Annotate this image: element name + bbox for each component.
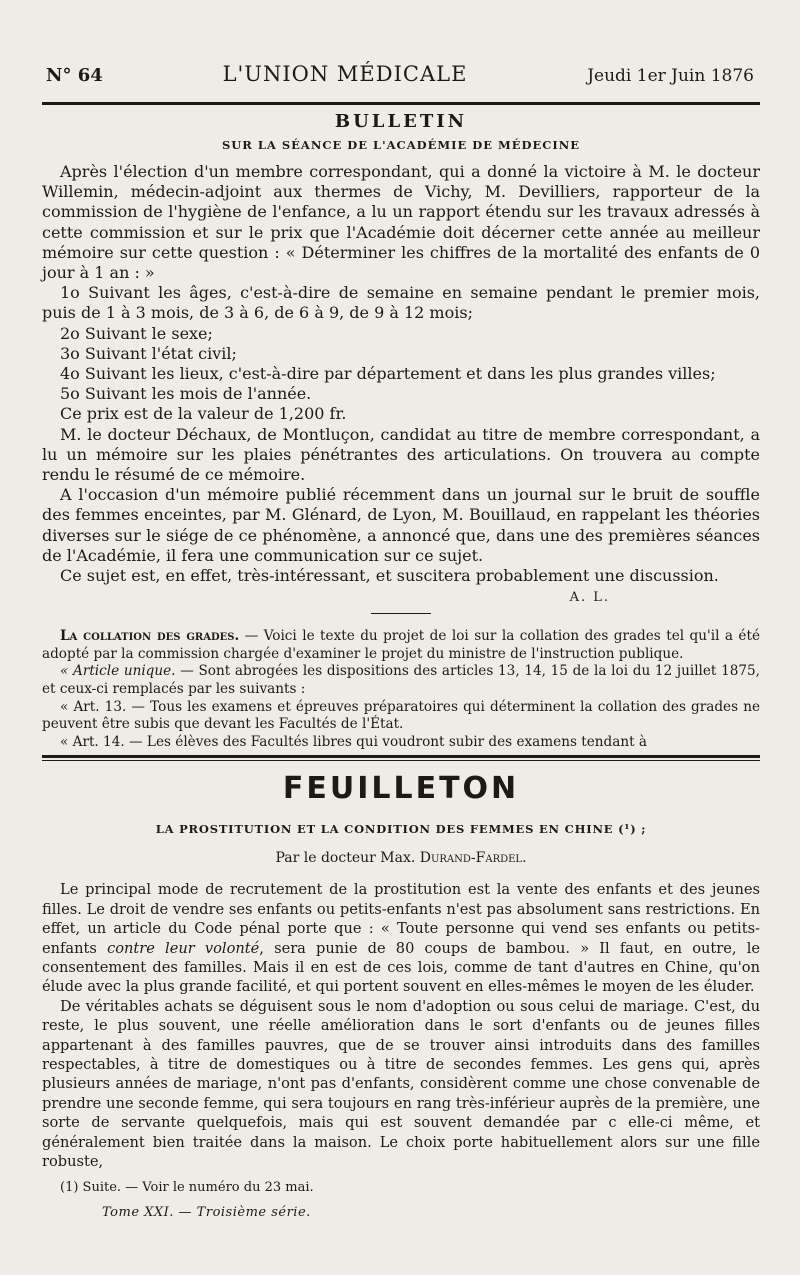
collation-paragraph: « Art. 14. — Les élèves des Facultés libres qui voudront subir des examens tendant à xyxy=(60,733,647,750)
section-divider xyxy=(371,613,431,614)
feuilleton-rule xyxy=(42,755,760,761)
bulletin-list-item: 4o Suivant les lieux, c'est-à-dire par département et dans les plus grandes villes; xyxy=(60,364,716,384)
collation-paragraph xyxy=(42,663,760,698)
feuilleton-title: FEUILLETON xyxy=(282,771,520,807)
feuilleton-emphasis: contre leur volonté xyxy=(107,939,260,957)
bulletin-list-item: 1o Suivant les âges, c'est-à-dire de semaine en semaine pendant le premier mois, puis de 1 à 3 mois, de 3 à 6, de 6 à 9, de 9 à 12 mois; xyxy=(42,283,760,323)
author-name: Durand-Fardel. xyxy=(419,850,527,867)
bulletin-list-item: 5o Suivant les mois de l'année. xyxy=(60,384,312,404)
page-header xyxy=(42,62,760,90)
page-footer: Tome XXI. — Troisième série. xyxy=(102,1204,311,1220)
bulletin-subtitle: SUR LA SÉANCE DE L'ACADÉMIE DE MÉDECINE xyxy=(221,138,581,152)
bulletin-paragraph: Après l'élection d'un membre correspondant, qui a donné la victoire à M. le docteur Willemin, médecin-adjoint aux thermes de Vichy, M. Devilliers, rapporteur de la commission de l'hygiène de l'enfance, a lu un rapport étendu sur les travaux adressés à cette commission et sur le prix que l'Académie doit décerner cette année au meilleur mémoire sur cette question : « Déterminer les chiffres de la mortalité des enfants de 0 jour à 1 an : » xyxy=(42,162,760,283)
feuilleton-subtitle: LA PROSTITUTION ET LA CONDITION DES FEMMES EN CHINE (¹) ; xyxy=(155,822,647,837)
journal-title: L'UNION MÉDICALE xyxy=(222,62,468,86)
issue-number: N° 64 xyxy=(46,65,103,86)
feuilleton-paragraph xyxy=(42,880,760,996)
bulletin-list-item: 2o Suivant le sexe; xyxy=(60,323,213,343)
bulletin-paragraph: M. le docteur Déchaux, de Montluçon, candidat au titre de membre correspondant, a lu un mémoire sur les plaies pénétrantes des articulations. On trouvera au compte rendu le résumé de ce mémoire. xyxy=(42,424,760,485)
bulletin-list-item: 3o Suivant l'état civil; xyxy=(60,343,237,363)
header-rule xyxy=(42,102,760,105)
feuilleton-text: Le principal mode de recrutement de la prostitution est la vente des enfants et des jeunes filles. Le droit de vendre ses enfants ou petits-enfants n'est pas absolument sans restrictions. En effet, un article du Code pénal porte que : « Toute personne qui vend ses enfants ou petits-enfants xyxy=(42,881,760,957)
collation-text: — Sont abrogées les dispositions des articles 13, 14, 15 de la loi du 12 juillet 1875, et ceux-ci remplacés par les suivants : xyxy=(42,663,760,698)
bulletin-title: BULLETIN xyxy=(334,111,468,132)
bulletin-paragraph: A l'occasion d'un mémoire publié récemment dans un journal sur le bruit de souffle des femmes enceintes, par M. Glénard, de Lyon, M. Bouillaud, en rappelant les théories diverses sur le siége de ce phénomène, a annoncé que, dans une des premières séances de l'Académie, il fera une communication sur ce sujet. xyxy=(42,485,760,565)
bulletin-body xyxy=(42,162,760,586)
bulletin-paragraph: Ce sujet est, en effet, très-intéressant, et suscitera probablement une discussion. xyxy=(60,566,719,586)
collation-text: — Voici le texte du projet de loi sur la collation des grades tel qu'il a été adopté par la commission chargée d'examiner le projet du ministre de l'instruction publique. xyxy=(42,628,760,662)
collation-paragraph xyxy=(42,628,760,663)
feuilleton-body xyxy=(42,880,760,1171)
collation-section xyxy=(42,628,760,751)
collation-paragraph: « Art. 13. — Tous les examens et épreuves préparatoires qui déterminent la collation des grades ne peuvent être subis que devant les Facultés de l'État. xyxy=(42,698,760,733)
feuilleton-author xyxy=(42,850,760,866)
feuilleton-paragraph: De véritables achats se déguisent sous le nom d'adoption ou sous celui de mariage. C'est, du reste, le plus souvent, une réelle amélioration dans le sort d'enfants ou de jeunes filles appartenant à des familles pauvres, que de se trouver ainsi introduits dans des familles respectables, à titre de domestiques ou à titre de secondes femmes. Les gens qui, après plusieurs années de mariage, n'ont pas d'enfants, considèrent comme une chose convenable de prendre une seconde femme, qui sera toujours en rang très-inférieur auprès de la première, une sorte de servante quelquefois, mais qui est souvent demandée par c elle-ci même, et généralement bien traitée dans la maison. Le choix porte habituellement alors sur une fille robuste, xyxy=(42,997,760,1171)
issue-date: Jeudi 1er Juin 1876 xyxy=(587,66,754,86)
bulletin-paragraph: Ce prix est de la valeur de 1,200 fr. xyxy=(60,404,347,424)
feuilleton-text: , sera punie de 80 coups de bambou. » Il faut, en outre, le consentement des familles. Mais il en est de ces lois, comme de tant d'autres en Chine, qu'on élude avec la plus grande facilité, et qui portent souvent en elles-mêmes le moyen de les éluder. xyxy=(42,939,760,996)
article-unique-label: « Article unique. xyxy=(60,663,176,680)
author-prefix: Par le docteur Max. xyxy=(275,850,416,867)
bulletin-signature: A. L. xyxy=(569,590,610,606)
collation-lead: La collation des grades. xyxy=(60,628,240,645)
footnote: (1) Suite. — Voir le numéro du 23 mai. xyxy=(60,1179,314,1195)
